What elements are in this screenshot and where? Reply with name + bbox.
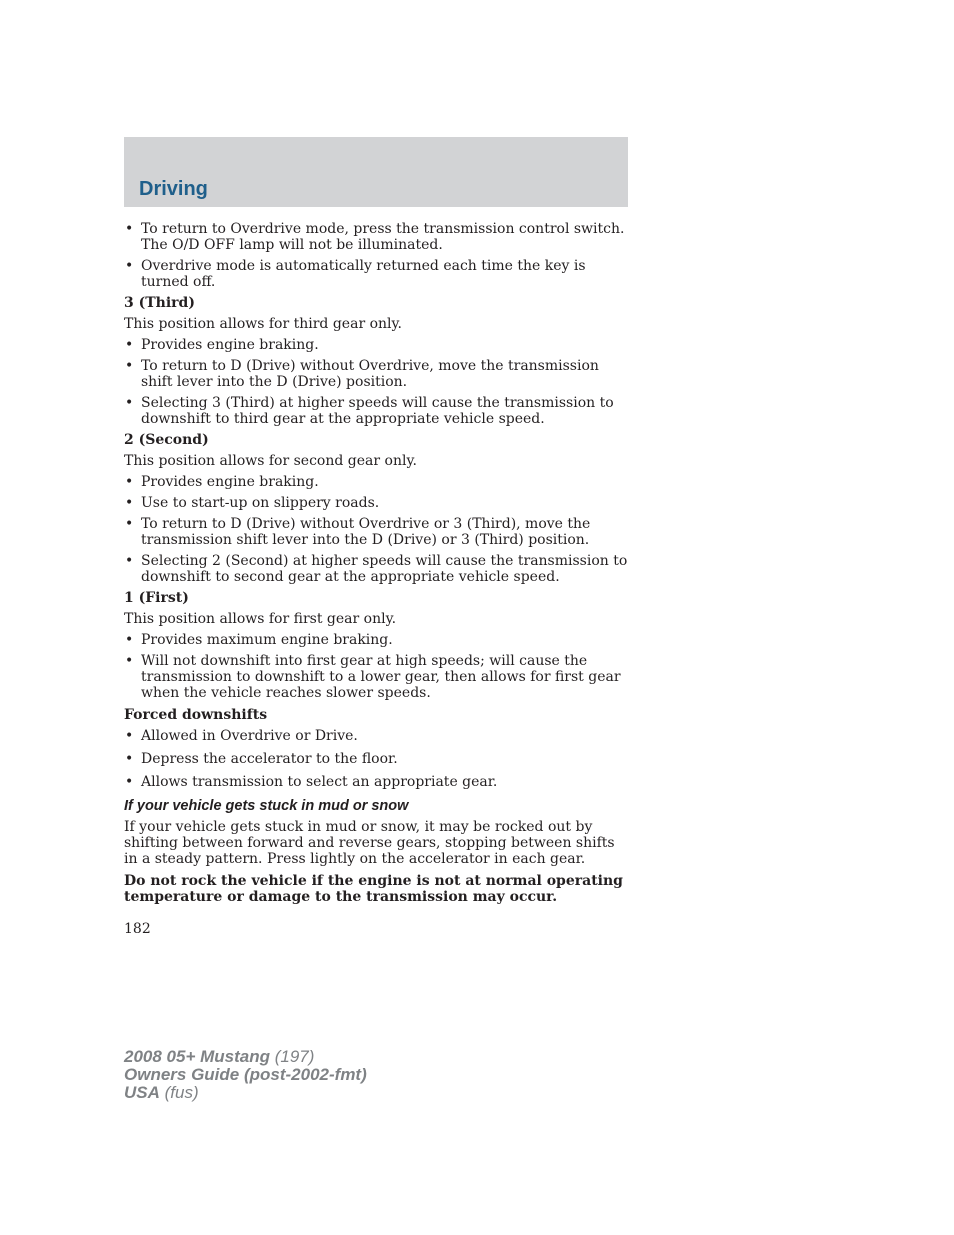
warning-text: Do not rock the vehicle if the engine is not at normal operating temperature or damage to the transmission may occur. — [124, 873, 623, 905]
subsection-heading-first: 1 (First) — [124, 590, 189, 606]
list-item: • Provides engine braking. — [125, 337, 319, 353]
bullet-icon: • — [125, 553, 134, 569]
subsection-heading-third: 3 (Third) — [124, 295, 195, 311]
list-item: • Depress the accelerator to the floor. — [125, 751, 398, 767]
page-content — [124, 221, 628, 937]
page-number: 182 — [124, 921, 151, 937]
footer-line-2: Owners Guide (post-2002-fmt) — [124, 1065, 367, 1084]
footer-line-3: USA (fus) — [124, 1083, 199, 1102]
document-footer — [124, 1048, 367, 1102]
paragraph: This position allows for second gear only. — [124, 453, 417, 469]
bullet-icon: • — [125, 632, 134, 648]
list-item: • Provides engine braking. — [125, 474, 319, 490]
bullet-icon: • — [125, 774, 134, 790]
bullet-icon: • — [125, 653, 134, 669]
paragraph: This position allows for first gear only. — [124, 611, 397, 627]
bullet-icon: • — [125, 751, 134, 767]
bullet-icon: • — [125, 474, 134, 490]
bullet-icon: • — [125, 516, 134, 532]
list-item: • Allowed in Overdrive or Drive. — [125, 728, 358, 744]
section-title: Driving — [139, 178, 208, 200]
subsection-heading-second: 2 (Second) — [124, 432, 209, 448]
bullet-icon: • — [125, 258, 134, 274]
bullet-icon: • — [125, 728, 134, 744]
list-item: • To return to D (Drive) without Overdrive or 3 (Third), move the transmission shift lever into the D (Drive) or 3 (Third) position. — [125, 516, 591, 548]
subsection-heading-forced-downshifts: Forced downshifts — [124, 707, 268, 723]
list-item: • Overdrive mode is automatically returned each time the key is turned off. — [125, 258, 586, 290]
list-item: • Will not downshift into first gear at high speeds; will cause the transmission to downshift to a lower gear, then allows for first gear when the vehicle reaches slower speeds. — [125, 653, 621, 701]
list-item: • Provides maximum engine braking. — [125, 632, 393, 648]
list-item: • Selecting 3 (Third) at higher speeds will cause the transmission to downshift to third gear at the appropriate vehicle speed. — [125, 395, 614, 427]
list-item: • Selecting 2 (Second) at higher speeds will cause the transmission to downshift to second gear at the appropriate vehicle speed. — [125, 553, 628, 585]
bullet-icon: • — [125, 337, 134, 353]
list-item: • To return to D (Drive) without Overdrive, move the transmission shift lever into the D (Drive) position. — [125, 358, 599, 390]
paragraph: If your vehicle gets stuck in mud or snow, it may be rocked out by shifting between forward and reverse gears, stopping between shifts in a steady pattern. Press lightly on the accelerator in each gear. — [124, 819, 615, 867]
list-item: • Use to start-up on slippery roads. — [125, 495, 380, 511]
bullet-icon: • — [125, 495, 134, 511]
bullet-icon: • — [125, 395, 134, 411]
section-header-band — [124, 137, 628, 207]
bullet-icon: • — [125, 358, 134, 374]
list-item: • Allows transmission to select an appropriate gear. — [125, 774, 498, 790]
footer-line-1: 2008 05+ Mustang (197) — [124, 1047, 315, 1066]
bullet-icon: • — [125, 221, 134, 237]
subsection-heading-stuck: If your vehicle gets stuck in mud or snow — [124, 798, 409, 814]
paragraph: This position allows for third gear only. — [124, 316, 403, 332]
list-item: • To return to Overdrive mode, press the transmission control switch. The O/D OFF lamp will not be illuminated. — [125, 221, 625, 253]
